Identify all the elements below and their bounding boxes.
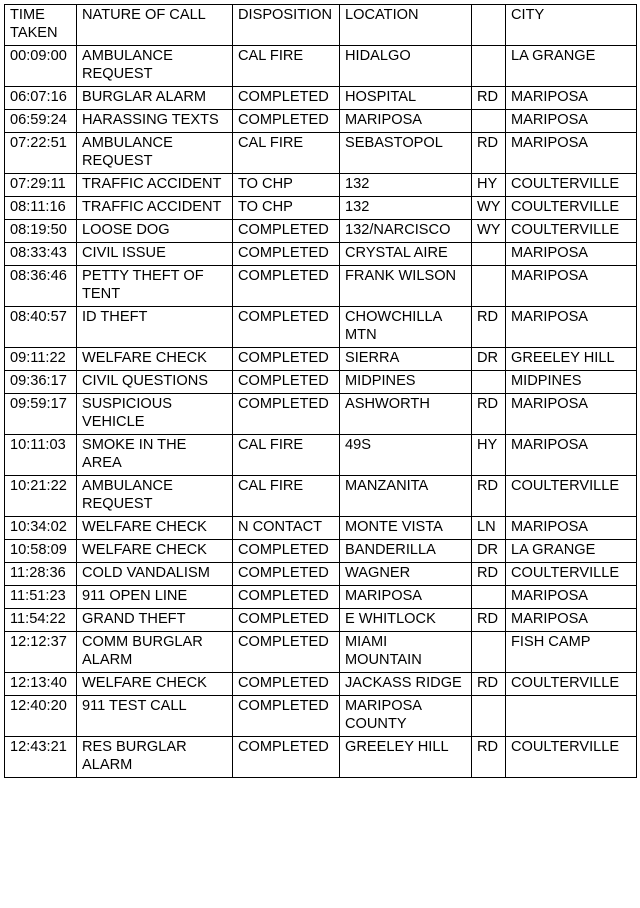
cell-disposition: CAL FIRE: [233, 476, 340, 517]
cell-disposition: COMPLETED: [233, 266, 340, 307]
cell-nature-of-call: 911 TEST CALL: [77, 696, 233, 737]
cell-time-taken: 08:36:46: [5, 266, 77, 307]
cell-disposition: TO CHP: [233, 197, 340, 220]
cell-city: MARIPOSA: [506, 586, 637, 609]
cell-disposition: N CONTACT: [233, 517, 340, 540]
cell-street-suffix: DR: [472, 348, 506, 371]
cell-street-suffix: RD: [472, 563, 506, 586]
cell-disposition: COMPLETED: [233, 632, 340, 673]
cell-location: 132/NARCISCO: [340, 220, 472, 243]
table-row: [5, 197, 637, 220]
cell-city: MARIPOSA: [506, 110, 637, 133]
cell-disposition: COMPLETED: [233, 220, 340, 243]
table-row: [5, 371, 637, 394]
cell-location: CRYSTAL AIRE: [340, 243, 472, 266]
cell-street-suffix: [472, 371, 506, 394]
cell-nature-of-call: CIVIL ISSUE: [77, 243, 233, 266]
cell-location: MANZANITA: [340, 476, 472, 517]
cell-time-taken: 12:43:21: [5, 737, 77, 778]
cell-disposition: COMPLETED: [233, 394, 340, 435]
cell-street-suffix: [472, 266, 506, 307]
cell-disposition: COMPLETED: [233, 540, 340, 563]
cell-disposition: COMPLETED: [233, 348, 340, 371]
header-street-suffix: [472, 5, 506, 46]
cell-nature-of-call: AMBULANCE REQUEST: [77, 476, 233, 517]
cell-time-taken: 11:28:36: [5, 563, 77, 586]
cell-street-suffix: [472, 696, 506, 737]
cell-nature-of-call: AMBULANCE REQUEST: [77, 133, 233, 174]
cell-nature-of-call: COMM BURGLAR ALARM: [77, 632, 233, 673]
table-row: [5, 737, 637, 778]
table-row: [5, 632, 637, 673]
cell-disposition: COMPLETED: [233, 586, 340, 609]
header-nature-of-call: NATURE OF CALL: [77, 5, 233, 46]
cell-street-suffix: [472, 110, 506, 133]
cell-city: COULTERVILLE: [506, 563, 637, 586]
cell-time-taken: 10:11:03: [5, 435, 77, 476]
cell-location: HOSPITAL: [340, 87, 472, 110]
cell-street-suffix: [472, 46, 506, 87]
cell-location: WAGNER: [340, 563, 472, 586]
cell-nature-of-call: BURGLAR ALARM: [77, 87, 233, 110]
table-row: [5, 348, 637, 371]
table-row: [5, 586, 637, 609]
table-row: [5, 476, 637, 517]
cell-city: MARIPOSA: [506, 266, 637, 307]
cell-street-suffix: RD: [472, 737, 506, 778]
cell-nature-of-call: ID THEFT: [77, 307, 233, 348]
cell-time-taken: 08:11:16: [5, 197, 77, 220]
cell-city: COULTERVILLE: [506, 197, 637, 220]
cell-city: COULTERVILLE: [506, 737, 637, 778]
cell-city: COULTERVILLE: [506, 220, 637, 243]
cell-time-taken: 00:09:00: [5, 46, 77, 87]
cell-nature-of-call: TRAFFIC ACCIDENT: [77, 197, 233, 220]
cell-time-taken: 12:12:37: [5, 632, 77, 673]
cell-time-taken: 09:36:17: [5, 371, 77, 394]
cell-nature-of-call: WELFARE CHECK: [77, 673, 233, 696]
cell-disposition: COMPLETED: [233, 307, 340, 348]
cell-nature-of-call: RES BURGLAR ALARM: [77, 737, 233, 778]
call-log-table: [4, 4, 637, 778]
cell-location: MONTE VISTA: [340, 517, 472, 540]
table-row: [5, 540, 637, 563]
cell-nature-of-call: GRAND THEFT: [77, 609, 233, 632]
cell-time-taken: 11:54:22: [5, 609, 77, 632]
header-time-taken: TIME TAKEN: [5, 5, 77, 46]
cell-time-taken: 11:51:23: [5, 586, 77, 609]
cell-nature-of-call: WELFARE CHECK: [77, 348, 233, 371]
table-row: [5, 87, 637, 110]
cell-nature-of-call: PETTY THEFT OF TENT: [77, 266, 233, 307]
cell-city: COULTERVILLE: [506, 476, 637, 517]
table-row: [5, 563, 637, 586]
cell-street-suffix: [472, 586, 506, 609]
cell-street-suffix: HY: [472, 435, 506, 476]
table-row: [5, 174, 637, 197]
cell-time-taken: 08:33:43: [5, 243, 77, 266]
cell-location: MARIPOSA COUNTY: [340, 696, 472, 737]
cell-city: MARIPOSA: [506, 517, 637, 540]
cell-location: GREELEY HILL: [340, 737, 472, 778]
cell-time-taken: 12:40:20: [5, 696, 77, 737]
cell-location: HIDALGO: [340, 46, 472, 87]
cell-time-taken: 06:07:16: [5, 87, 77, 110]
cell-disposition: COMPLETED: [233, 110, 340, 133]
cell-location: SIERRA: [340, 348, 472, 371]
cell-street-suffix: RD: [472, 133, 506, 174]
cell-city: MARIPOSA: [506, 609, 637, 632]
cell-disposition: CAL FIRE: [233, 133, 340, 174]
cell-disposition: COMPLETED: [233, 243, 340, 266]
cell-nature-of-call: SUSPICIOUS VEHICLE: [77, 394, 233, 435]
cell-street-suffix: RD: [472, 87, 506, 110]
cell-location: BANDERILLA: [340, 540, 472, 563]
table-row: [5, 133, 637, 174]
table-row: [5, 609, 637, 632]
cell-location: SEBASTOPOL: [340, 133, 472, 174]
cell-city: MARIPOSA: [506, 394, 637, 435]
cell-disposition: COMPLETED: [233, 87, 340, 110]
table-row: [5, 110, 637, 133]
header-location: LOCATION: [340, 5, 472, 46]
cell-disposition: COMPLETED: [233, 609, 340, 632]
cell-street-suffix: RD: [472, 609, 506, 632]
cell-nature-of-call: WELFARE CHECK: [77, 517, 233, 540]
cell-street-suffix: WY: [472, 197, 506, 220]
cell-city: MARIPOSA: [506, 243, 637, 266]
cell-disposition: CAL FIRE: [233, 46, 340, 87]
cell-time-taken: 07:29:11: [5, 174, 77, 197]
header-disposition: DISPOSITION: [233, 5, 340, 46]
table-row: [5, 46, 637, 87]
cell-street-suffix: HY: [472, 174, 506, 197]
call-log-body: [5, 46, 637, 778]
cell-city: GREELEY HILL: [506, 348, 637, 371]
cell-city: COULTERVILLE: [506, 673, 637, 696]
cell-time-taken: 12:13:40: [5, 673, 77, 696]
cell-nature-of-call: 911 OPEN LINE: [77, 586, 233, 609]
cell-location: E WHITLOCK: [340, 609, 472, 632]
cell-nature-of-call: COLD VANDALISM: [77, 563, 233, 586]
header-city: CITY: [506, 5, 637, 46]
cell-city: MARIPOSA: [506, 435, 637, 476]
cell-nature-of-call: WELFARE CHECK: [77, 540, 233, 563]
table-row: [5, 307, 637, 348]
cell-location: 132: [340, 174, 472, 197]
table-row: [5, 696, 637, 737]
table-row: [5, 394, 637, 435]
cell-street-suffix: RD: [472, 307, 506, 348]
cell-disposition: COMPLETED: [233, 673, 340, 696]
cell-nature-of-call: AMBULANCE REQUEST: [77, 46, 233, 87]
cell-city: MARIPOSA: [506, 87, 637, 110]
cell-location: 49S: [340, 435, 472, 476]
cell-street-suffix: [472, 243, 506, 266]
table-row: [5, 673, 637, 696]
cell-disposition: COMPLETED: [233, 737, 340, 778]
cell-location: 132: [340, 197, 472, 220]
cell-time-taken: 07:22:51: [5, 133, 77, 174]
cell-street-suffix: RD: [472, 476, 506, 517]
cell-disposition: COMPLETED: [233, 371, 340, 394]
cell-time-taken: 10:34:02: [5, 517, 77, 540]
cell-location: ASHWORTH: [340, 394, 472, 435]
cell-street-suffix: LN: [472, 517, 506, 540]
cell-time-taken: 10:58:09: [5, 540, 77, 563]
cell-location: MARIPOSA: [340, 586, 472, 609]
cell-city: FISH CAMP: [506, 632, 637, 673]
cell-nature-of-call: SMOKE IN THE AREA: [77, 435, 233, 476]
cell-street-suffix: RD: [472, 394, 506, 435]
table-row: [5, 517, 637, 540]
cell-city: LA GRANGE: [506, 46, 637, 87]
cell-street-suffix: [472, 632, 506, 673]
cell-location: FRANK WILSON: [340, 266, 472, 307]
cell-city: [506, 696, 637, 737]
table-row: [5, 266, 637, 307]
cell-location: MARIPOSA: [340, 110, 472, 133]
table-row: [5, 243, 637, 266]
cell-nature-of-call: CIVIL QUESTIONS: [77, 371, 233, 394]
cell-nature-of-call: TRAFFIC ACCIDENT: [77, 174, 233, 197]
cell-disposition: CAL FIRE: [233, 435, 340, 476]
cell-street-suffix: DR: [472, 540, 506, 563]
cell-street-suffix: RD: [472, 673, 506, 696]
cell-nature-of-call: LOOSE DOG: [77, 220, 233, 243]
cell-time-taken: 08:19:50: [5, 220, 77, 243]
table-row: [5, 220, 637, 243]
cell-disposition: TO CHP: [233, 174, 340, 197]
cell-location: MIDPINES: [340, 371, 472, 394]
cell-location: MIAMI MOUNTAIN: [340, 632, 472, 673]
cell-street-suffix: WY: [472, 220, 506, 243]
cell-city: MIDPINES: [506, 371, 637, 394]
cell-city: COULTERVILLE: [506, 174, 637, 197]
cell-time-taken: 09:59:17: [5, 394, 77, 435]
header-row: [5, 5, 637, 46]
cell-time-taken: 08:40:57: [5, 307, 77, 348]
table-row: [5, 435, 637, 476]
cell-location: CHOWCHILLA MTN: [340, 307, 472, 348]
cell-disposition: COMPLETED: [233, 696, 340, 737]
cell-time-taken: 09:11:22: [5, 348, 77, 371]
cell-nature-of-call: HARASSING TEXTS: [77, 110, 233, 133]
cell-city: MARIPOSA: [506, 133, 637, 174]
cell-disposition: COMPLETED: [233, 563, 340, 586]
cell-location: JACKASS RIDGE: [340, 673, 472, 696]
cell-time-taken: 06:59:24: [5, 110, 77, 133]
cell-city: MARIPOSA: [506, 307, 637, 348]
cell-time-taken: 10:21:22: [5, 476, 77, 517]
cell-city: LA GRANGE: [506, 540, 637, 563]
